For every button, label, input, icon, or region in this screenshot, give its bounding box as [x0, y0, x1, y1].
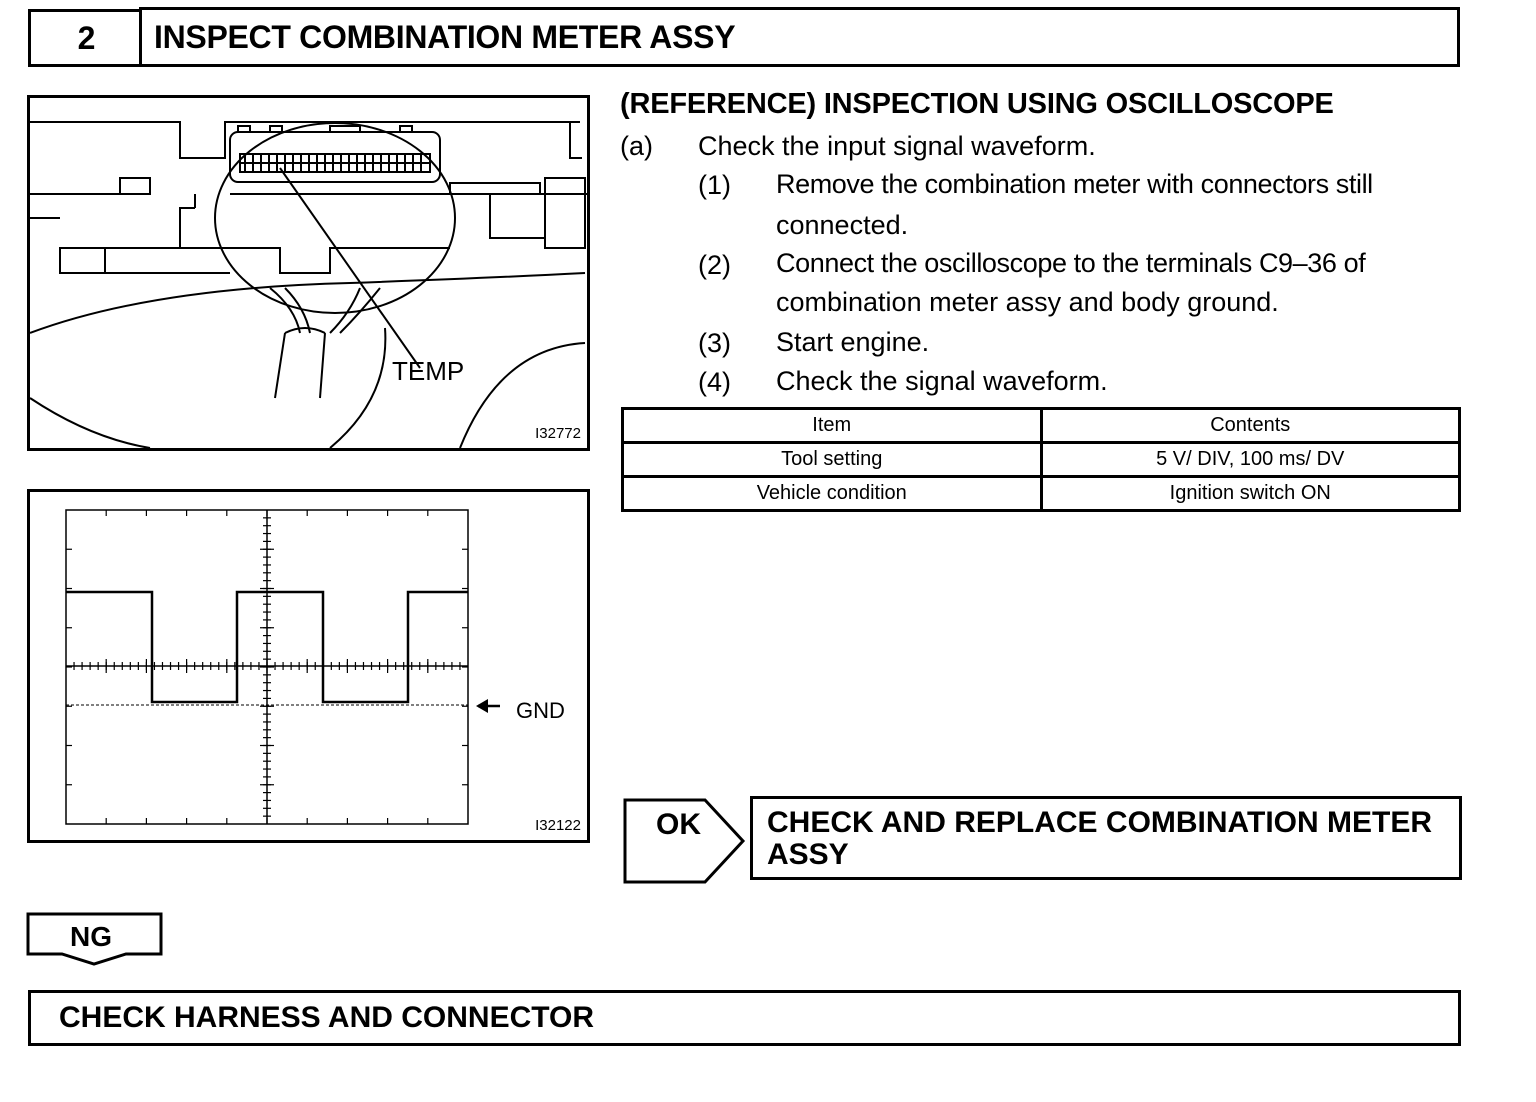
substep-4-text: Check the signal waveform.	[776, 366, 1108, 396]
step-number: 2	[28, 9, 142, 67]
table-cell: Tool setting	[623, 443, 1042, 477]
ok-label: OK	[656, 808, 701, 841]
substep-2-line2: combination meter assy and body ground.	[776, 287, 1279, 317]
ng-label: NG	[70, 921, 112, 952]
table-row	[623, 443, 1460, 477]
spec-table	[621, 407, 1461, 512]
substep-1-line1: Remove the combination meter with connectors still	[776, 169, 1373, 199]
next-step-box: CHECK HARNESS AND CONNECTOR	[28, 990, 1461, 1046]
table-cell: Vehicle condition	[623, 477, 1042, 511]
figure-id: I32122	[535, 817, 581, 834]
connector-figure	[27, 95, 590, 451]
substep-4-label: (4)	[698, 367, 731, 397]
ok-action-line2: ASSY	[767, 838, 849, 871]
substep-3-label: (3)	[698, 328, 731, 358]
table-cell: 5 V/ DIV, 100 ms/ DV	[1041, 443, 1460, 477]
connector-illustration	[30, 98, 587, 448]
gnd-label: GND	[516, 698, 565, 723]
ok-action-line1: CHECK AND REPLACE COMBINATION METER	[767, 806, 1432, 839]
reference-title: (REFERENCE) INSPECTION USING OSCILLOSCOPE	[620, 88, 1334, 120]
substep-2-label: (2)	[698, 250, 731, 280]
waveform-figure	[27, 489, 590, 843]
substep-2-line1: Connect the oscilloscope to the terminals C9–36 of	[776, 248, 1366, 278]
table-cell: Ignition switch ON	[1041, 477, 1460, 511]
ok-action-box	[750, 796, 1462, 880]
step-a-label: (a)	[620, 131, 653, 161]
table-header-row	[623, 409, 1460, 443]
substep-3-text: Start engine.	[776, 327, 930, 357]
table-row	[623, 477, 1460, 511]
oscilloscope-screen	[30, 492, 587, 840]
page-title: INSPECT COMBINATION METER ASSY	[139, 7, 1460, 67]
table-header-item: Item	[623, 409, 1042, 443]
temp-callout-label: TEMP	[392, 356, 465, 386]
figure-id: I32772	[535, 425, 581, 442]
substep-1-label: (1)	[698, 170, 731, 200]
step-a-text: Check the input signal waveform.	[698, 131, 1096, 161]
substep-1-line2: connected.	[776, 210, 909, 240]
table-header-contents: Contents	[1041, 409, 1460, 443]
